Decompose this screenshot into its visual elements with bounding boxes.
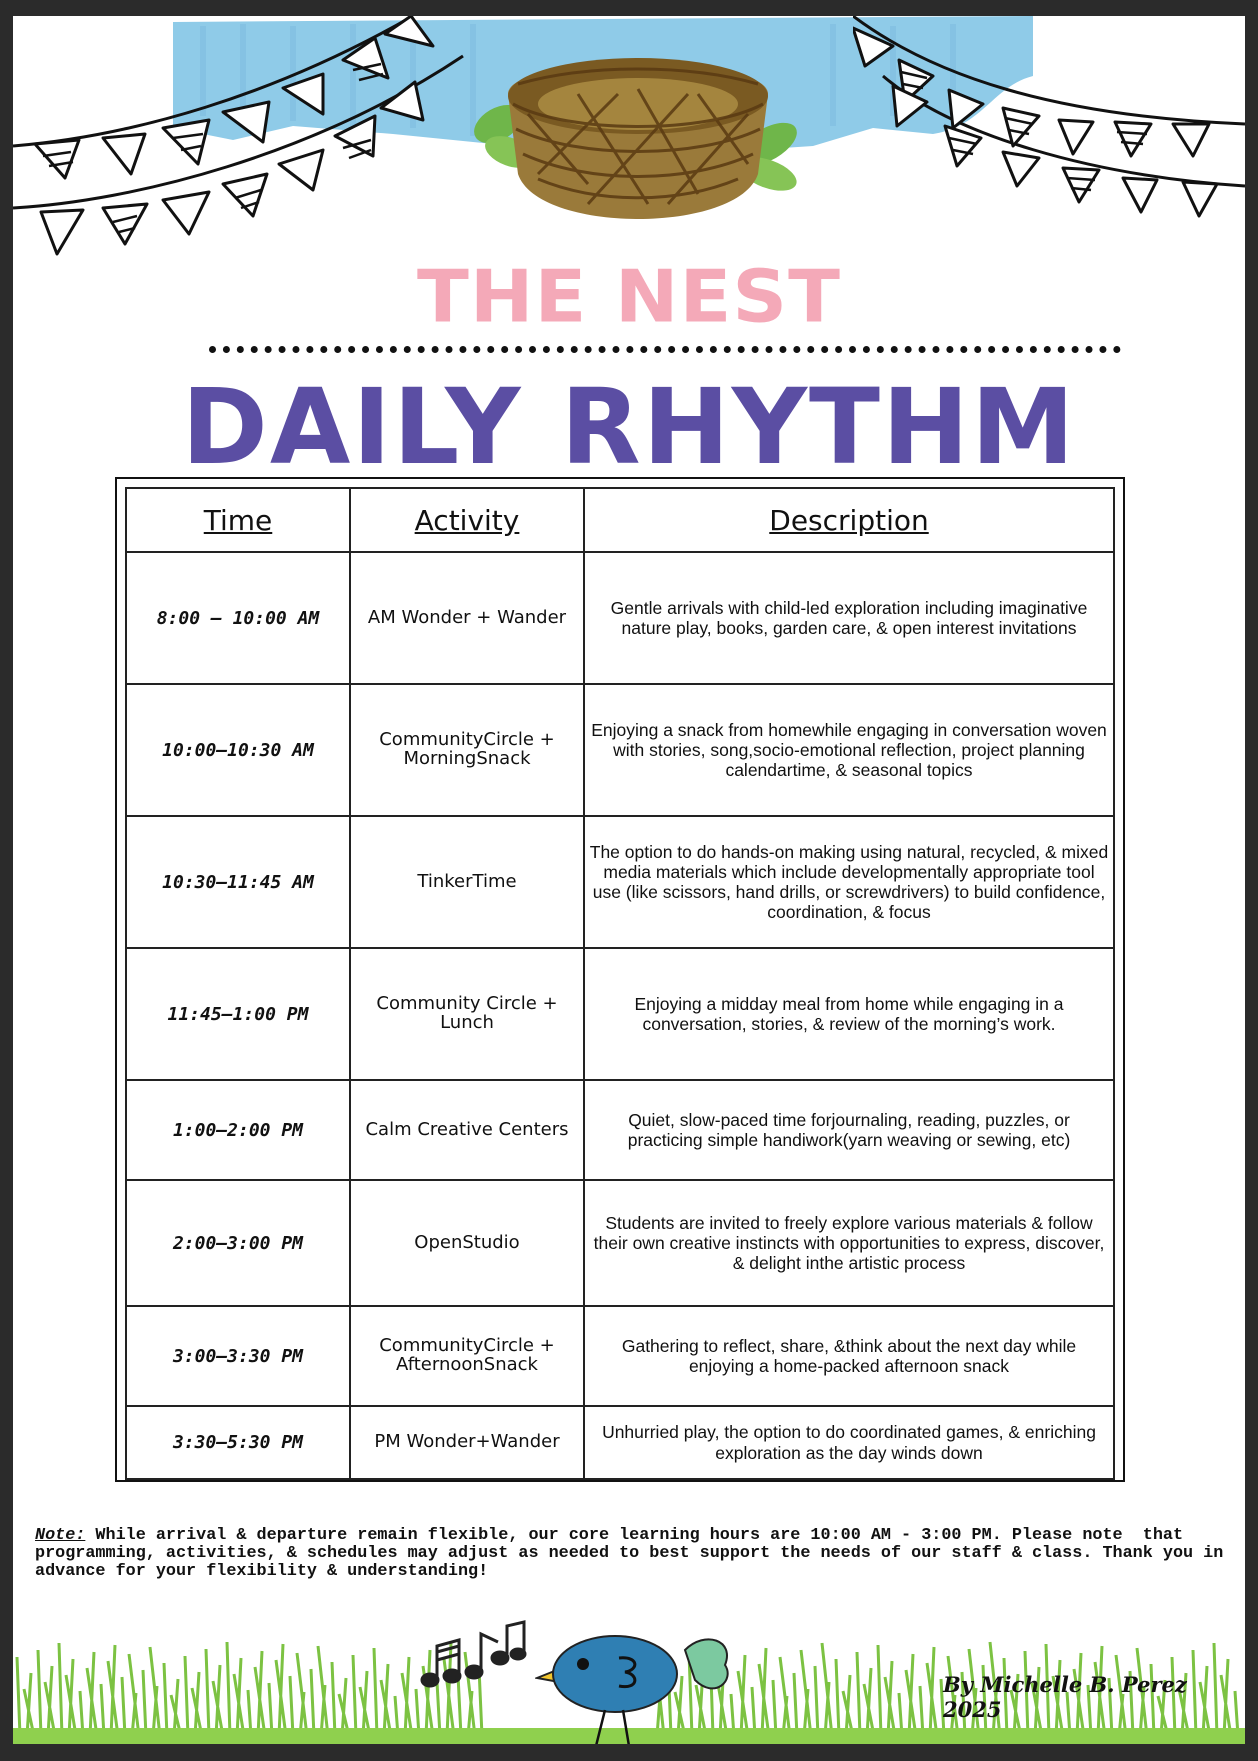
description-cell: Enjoying a midday meal from home while engaging in a conversation, stories, & review of the morning’s work. [584, 948, 1114, 1080]
table-row [126, 816, 1114, 948]
activity-cell: PM Wonder+Wander [350, 1406, 584, 1479]
author-byline: By Michelle B. Perez 2025 [943, 1672, 1187, 1722]
activity-cell: Calm Creative Centers [350, 1080, 584, 1180]
header-time: Time [126, 488, 350, 552]
header-activity: Activity [350, 488, 584, 552]
description-cell: Unhurried play, the option to do coordinated games, & enriching exploration as the day winds down [584, 1406, 1114, 1479]
bird-icon [535, 1610, 735, 1744]
description-cell: Quiet, slow-paced time forjournaling, reading, puzzles, or practicing simple handiwork(yarn weaving or sewing, etc) [584, 1080, 1114, 1180]
schedule-table-frame [115, 477, 1125, 1482]
page-title: THE NEST [417, 254, 841, 339]
time-cell: 10:00–10:30 AM [126, 684, 350, 816]
activity-cell: TinkerTime [350, 816, 584, 948]
schedule-table [125, 487, 1115, 1480]
header-description: Description [584, 488, 1114, 552]
table-row [126, 552, 1114, 684]
time-cell: 8:00 – 10:00 AM [126, 552, 350, 684]
dotted-divider [209, 346, 1121, 353]
table-row [126, 684, 1114, 816]
activity-cell: AM Wonder + Wander [350, 552, 584, 684]
nest-icon [468, 34, 808, 234]
table-row [126, 1180, 1114, 1306]
note-label: Note: [35, 1526, 86, 1545]
page-subtitle: DAILY RHYTHM [181, 366, 1077, 488]
time-cell: 11:45–1:00 PM [126, 948, 350, 1080]
table-row [126, 1080, 1114, 1180]
activity-cell: OpenStudio [350, 1180, 584, 1306]
description-cell: Enjoying a snack from homewhile engaging in conversation woven with stories, song,socio-emotional reflection, project planning calendartime, & seasonal topics [584, 684, 1114, 816]
time-cell: 3:30–5:30 PM [126, 1406, 350, 1479]
bunting-left [13, 16, 483, 276]
description-cell: Students are invited to freely explore various materials & follow their own creative instincts with opportunities to express, discover, & delight inthe artistic process [584, 1180, 1114, 1306]
time-cell: 2:00–3:00 PM [126, 1180, 350, 1306]
note-paragraph [35, 1527, 1235, 1581]
time-cell: 10:30–11:45 AM [126, 816, 350, 948]
table-row [126, 948, 1114, 1080]
music-notes-icon [418, 1618, 528, 1698]
time-cell: 1:00–2:00 PM [126, 1080, 350, 1180]
bunting-right [853, 16, 1245, 256]
table-row [126, 1406, 1114, 1479]
note-text: While arrival & departure remain flexible, our core learning hours are 10:00 AM - 3:00 PM. Please note that programming, activities, & schedules may adjust as needed to best support the needs of our staff & class. Thank you in advance for your flexibility & understanding! [35, 1526, 1234, 1581]
table-row [126, 1306, 1114, 1406]
description-cell: Gentle arrivals with child-led exploration including imaginative nature play, books, garden care, & open interest invitations [584, 552, 1114, 684]
activity-cell: CommunityCircle + MorningSnack [350, 684, 584, 816]
description-cell: The option to do hands-on making using natural, recycled, & mixed media materials which include developmentally appropriate tool use (like scissors, hand drills, or screwdrivers) to build confidence, coordination, & focus [584, 816, 1114, 948]
table-header-row [126, 488, 1114, 552]
flyer-page [13, 16, 1245, 1744]
activity-cell: CommunityCircle + AfternoonSnack [350, 1306, 584, 1406]
description-cell: Gathering to reflect, share, &think about the next day while enjoying a home-packed afternoon snack [584, 1306, 1114, 1406]
activity-cell: Community Circle + Lunch [350, 948, 584, 1080]
time-cell: 3:00–3:30 PM [126, 1306, 350, 1406]
